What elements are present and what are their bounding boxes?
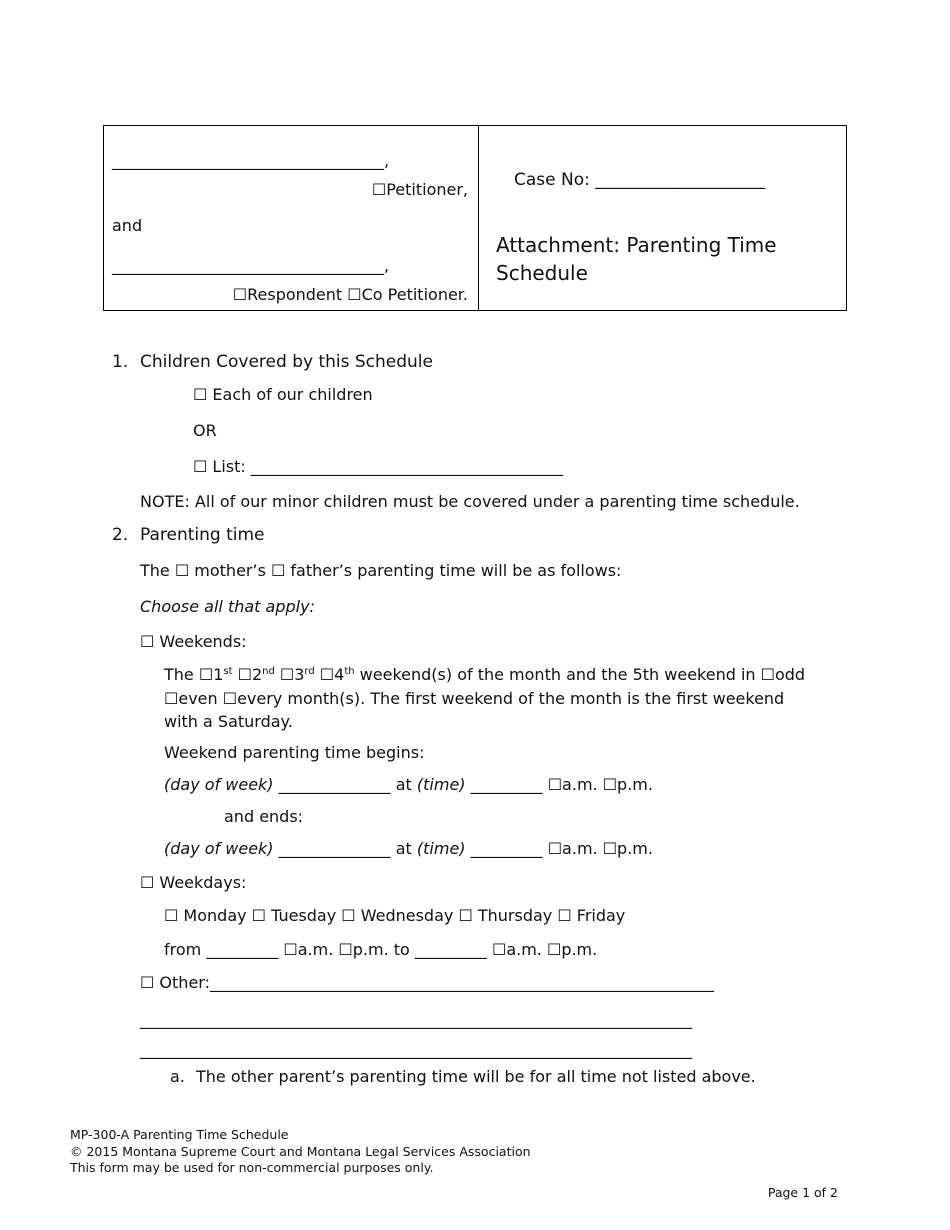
weekday-time-fields[interactable]: from _________ ☐a.m. ☐p.m. to _________ ☐a.m. ☐p.m.: [164, 940, 598, 959]
note-text: NOTE: All of our minor children must be covered under a parenting time schedule.: [140, 492, 800, 511]
choose-instruction: Choose all that apply:: [140, 597, 315, 616]
page-number: Page 1 of 2: [767, 1185, 838, 1200]
weekday-selection[interactable]: ☐ Monday ☐ Tuesday ☐ Wednesday ☐ Thursday ☐ Friday: [164, 906, 626, 925]
attachment-title-line2: Schedule: [496, 261, 588, 285]
weekdays-option[interactable]: ☐ Weekdays:: [140, 873, 247, 892]
form-id: MP-300-A Parenting Time Schedule: [70, 1127, 289, 1142]
weekend-selection-line3: with a Saturday.: [164, 712, 293, 731]
weekend-selection-line2[interactable]: ☐even ☐every month(s). The first weekend of the month is the first weekend: [164, 689, 785, 708]
section2-heading: Parenting time: [140, 525, 265, 545]
weekend-begins-label: Weekend parenting time begins:: [164, 743, 425, 762]
section1-number: 1.: [112, 352, 129, 372]
weekend-ends-label: and ends:: [224, 807, 304, 826]
attachment-title-line1: Attachment: Parenting Time: [496, 233, 777, 257]
section1-heading: Children Covered by this Schedule: [140, 352, 433, 372]
subitem-a-text: The other parent’s parenting time will be for all time not listed above.: [196, 1067, 756, 1086]
weekend-end-fields[interactable]: (day of week) ______________ at (time) _________ ☐a.m. ☐p.m.: [164, 839, 653, 858]
each-child-option[interactable]: ☐ Each of our children: [193, 385, 373, 404]
list-children-option[interactable]: ☐ List: _______________________________________: [193, 457, 563, 476]
or-label: OR: [193, 421, 217, 440]
usage-text: This form may be used for non-commercial purposes only.: [70, 1160, 434, 1175]
petitioner-name-line[interactable]: __________________________________,: [112, 151, 390, 170]
respondent-checkbox[interactable]: ☐Respondent ☐Co Petitioner.: [232, 285, 468, 304]
weekend-selection-line1[interactable]: The ☐1st ☐2nd ☐3rd ☐4th weekend(s) of the month and the 5th weekend in ☐odd: [164, 665, 806, 684]
weekends-option[interactable]: ☐ Weekends:: [140, 632, 247, 651]
caption-divider: [478, 126, 479, 310]
respondent-name-line[interactable]: __________________________________,: [112, 256, 390, 275]
copyright-text: © 2015 Montana Supreme Court and Montana Legal Services Association: [70, 1144, 531, 1159]
other-line-2[interactable]: _____________________________________________________________________: [140, 1010, 692, 1029]
and-label: and: [112, 216, 143, 235]
petitioner-checkbox[interactable]: ☐Petitioner,: [371, 180, 468, 199]
parent-selection[interactable]: The ☐ mother’s ☐ father’s parenting time will be as follows:: [140, 561, 622, 580]
subitem-a-label: a.: [170, 1067, 185, 1086]
section2-number: 2.: [112, 525, 129, 545]
other-line-3[interactable]: _____________________________________________________________________: [140, 1040, 692, 1059]
case-number-field[interactable]: Case No: ____________________: [514, 170, 766, 190]
weekend-begin-fields[interactable]: (day of week) ______________ at (time) _________ ☐a.m. ☐p.m.: [164, 775, 653, 794]
other-option[interactable]: ☐ Other:_______________________________________________________________: [140, 973, 714, 992]
